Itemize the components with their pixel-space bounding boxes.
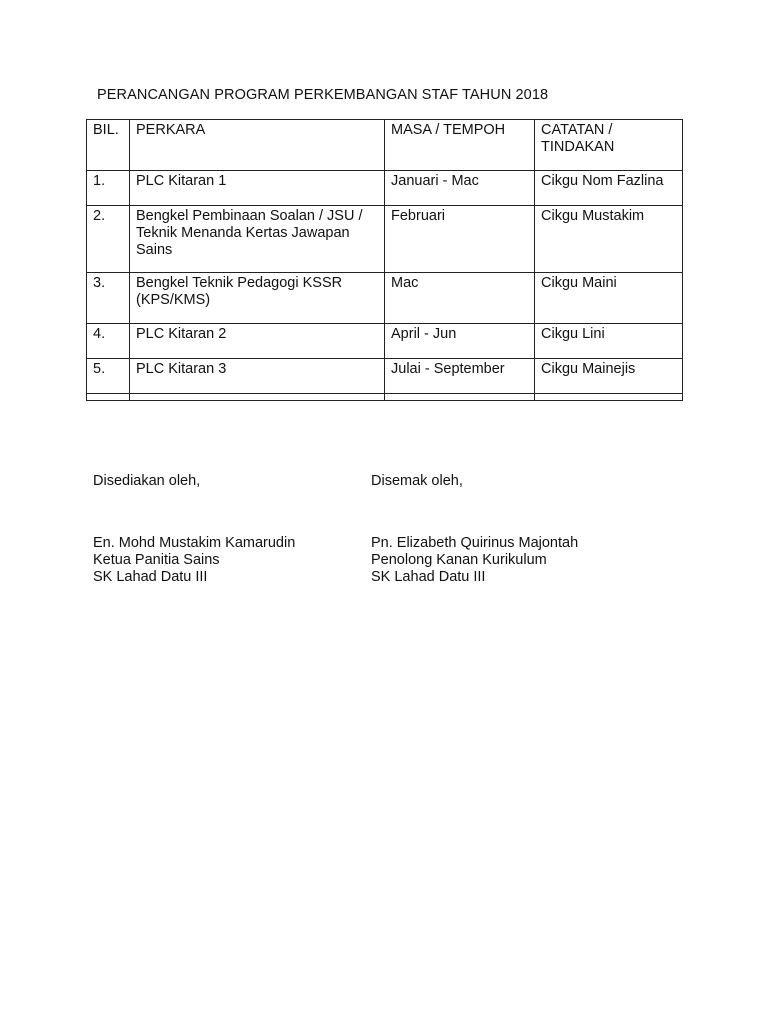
table-row <box>87 324 683 359</box>
cell-bil: 4. <box>87 324 130 359</box>
cell-catatan: Cikgu Nom Fazlina <box>535 171 683 206</box>
header-bil: BIL. <box>87 120 130 171</box>
cell-catatan: Cikgu Lini <box>535 324 683 359</box>
cell-perkara: Bengkel Pembinaan Soalan / JSU / Teknik Menanda Kertas Jawapan Sains <box>130 206 385 273</box>
table-row <box>87 206 683 273</box>
table-header-row <box>87 120 683 171</box>
table-row-empty <box>87 394 683 401</box>
cell-perkara: PLC Kitaran 2 <box>130 324 385 359</box>
cell-masa: April - Jun <box>385 324 535 359</box>
cell-catatan <box>535 394 683 401</box>
cell-catatan: Cikgu Mainejis <box>535 359 683 394</box>
cell-masa: Mac <box>385 273 535 324</box>
header-perkara: PERKARA <box>130 120 385 171</box>
header-masa-tempoh: MASA / TEMPOH <box>385 120 535 171</box>
cell-bil: 3. <box>87 273 130 324</box>
table-row <box>87 171 683 206</box>
reviewed-by-school: SK Lahad Datu III <box>371 569 486 585</box>
table-row <box>87 359 683 394</box>
reviewed-by-label: Disemak oleh, <box>371 473 463 489</box>
cell-perkara: Bengkel Teknik Pedagogi KSSR (KPS/KMS) <box>130 273 385 324</box>
prepared-by-name: En. Mohd Mustakim Kamarudin <box>93 535 296 551</box>
cell-masa: Januari - Mac <box>385 171 535 206</box>
document-title: PERANCANGAN PROGRAM PERKEMBANGAN STAF TAHUN 2018 <box>97 87 549 103</box>
cell-perkara <box>130 394 385 401</box>
prepared-by-block <box>93 535 295 586</box>
prepared-by-label: Disediakan oleh, <box>93 473 201 489</box>
cell-bil: 1. <box>87 171 130 206</box>
program-table <box>86 119 683 401</box>
cell-catatan: Cikgu Mustakim <box>535 206 683 273</box>
cell-bil <box>87 394 130 401</box>
prepared-by-position: Ketua Panitia Sains <box>93 552 220 568</box>
cell-perkara: PLC Kitaran 3 <box>130 359 385 394</box>
cell-catatan: Cikgu Maini <box>535 273 683 324</box>
reviewed-by-block <box>371 535 578 586</box>
cell-bil: 5. <box>87 359 130 394</box>
reviewed-by-name: Pn. Elizabeth Quirinus Majontah <box>371 535 579 551</box>
cell-masa: Julai - September <box>385 359 535 394</box>
reviewed-by-position: Penolong Kanan Kurikulum <box>371 552 547 568</box>
prepared-by-school: SK Lahad Datu III <box>93 569 208 585</box>
cell-masa <box>385 394 535 401</box>
cell-perkara: PLC Kitaran 1 <box>130 171 385 206</box>
cell-masa: Februari <box>385 206 535 273</box>
cell-bil: 2. <box>87 206 130 273</box>
table-row <box>87 273 683 324</box>
header-catatan-tindakan: CATATAN / TINDAKAN <box>535 120 683 171</box>
